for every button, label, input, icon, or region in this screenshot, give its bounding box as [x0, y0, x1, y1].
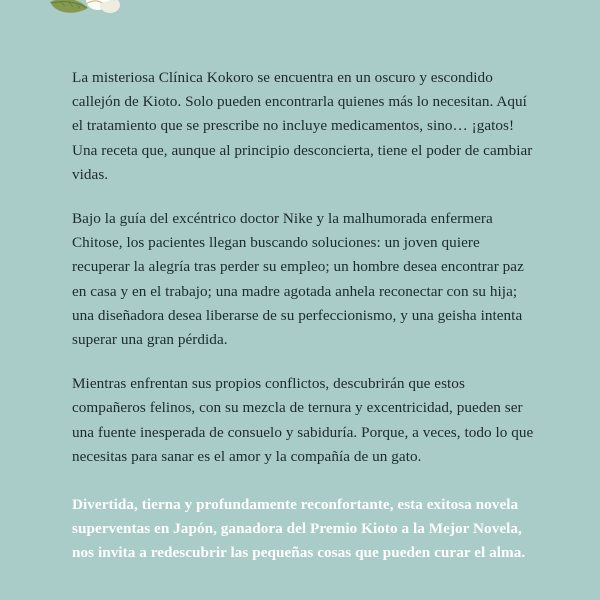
- page-header: [0, 0, 600, 46]
- closing-highlight-paragraph: Divertida, tierna y profundamente reconfortante, esta exitosa novela superventas en Japón, ganadora del Premio Kioto a la Mejor Novela, nos invita a redescubrir las pequeñas cosas que pueden curar el alma.: [72, 496, 526, 562]
- description-paragraph: La misteriosa Clínica Kokoro se encuentra en un oscuro y escondido callejón de Kioto. Solo pueden encontrarla quienes más lo necesitan. Aquí el tratamiento que se prescribe no incluye medicamentos, sino… ¡gatos! Una receta que, aunque al principio desconcierta, tiene el poder de cambiar vidas.: [72, 69, 533, 183]
- description-body: [72, 66, 534, 566]
- description-paragraph: Mientras enfrentan sus propios conflictos, descubrirán que estos compañeros felinos, con su mezcla de ternura y excentricidad, pueden ser una fuente inesperada de consuelo y sabiduría. Porque, a veces, todo lo que necesitas para sanar es el amor y la compañía de un gato.: [72, 375, 534, 465]
- description-paragraph: Bajo la guía del excéntrico doctor Nike y la malhumorada enfermera Chitose, los pacientes llegan buscando soluciones: un joven quiere recuperar la alegría tras perder su empleo; un hombre desea encontrar paz en casa y en el trabajo; una madre agotada anhela reconectar con su hija; una diseñadora desea liberarse de su perfeccionismo, y una geisha intenta superar una gran pérdida.: [72, 210, 524, 349]
